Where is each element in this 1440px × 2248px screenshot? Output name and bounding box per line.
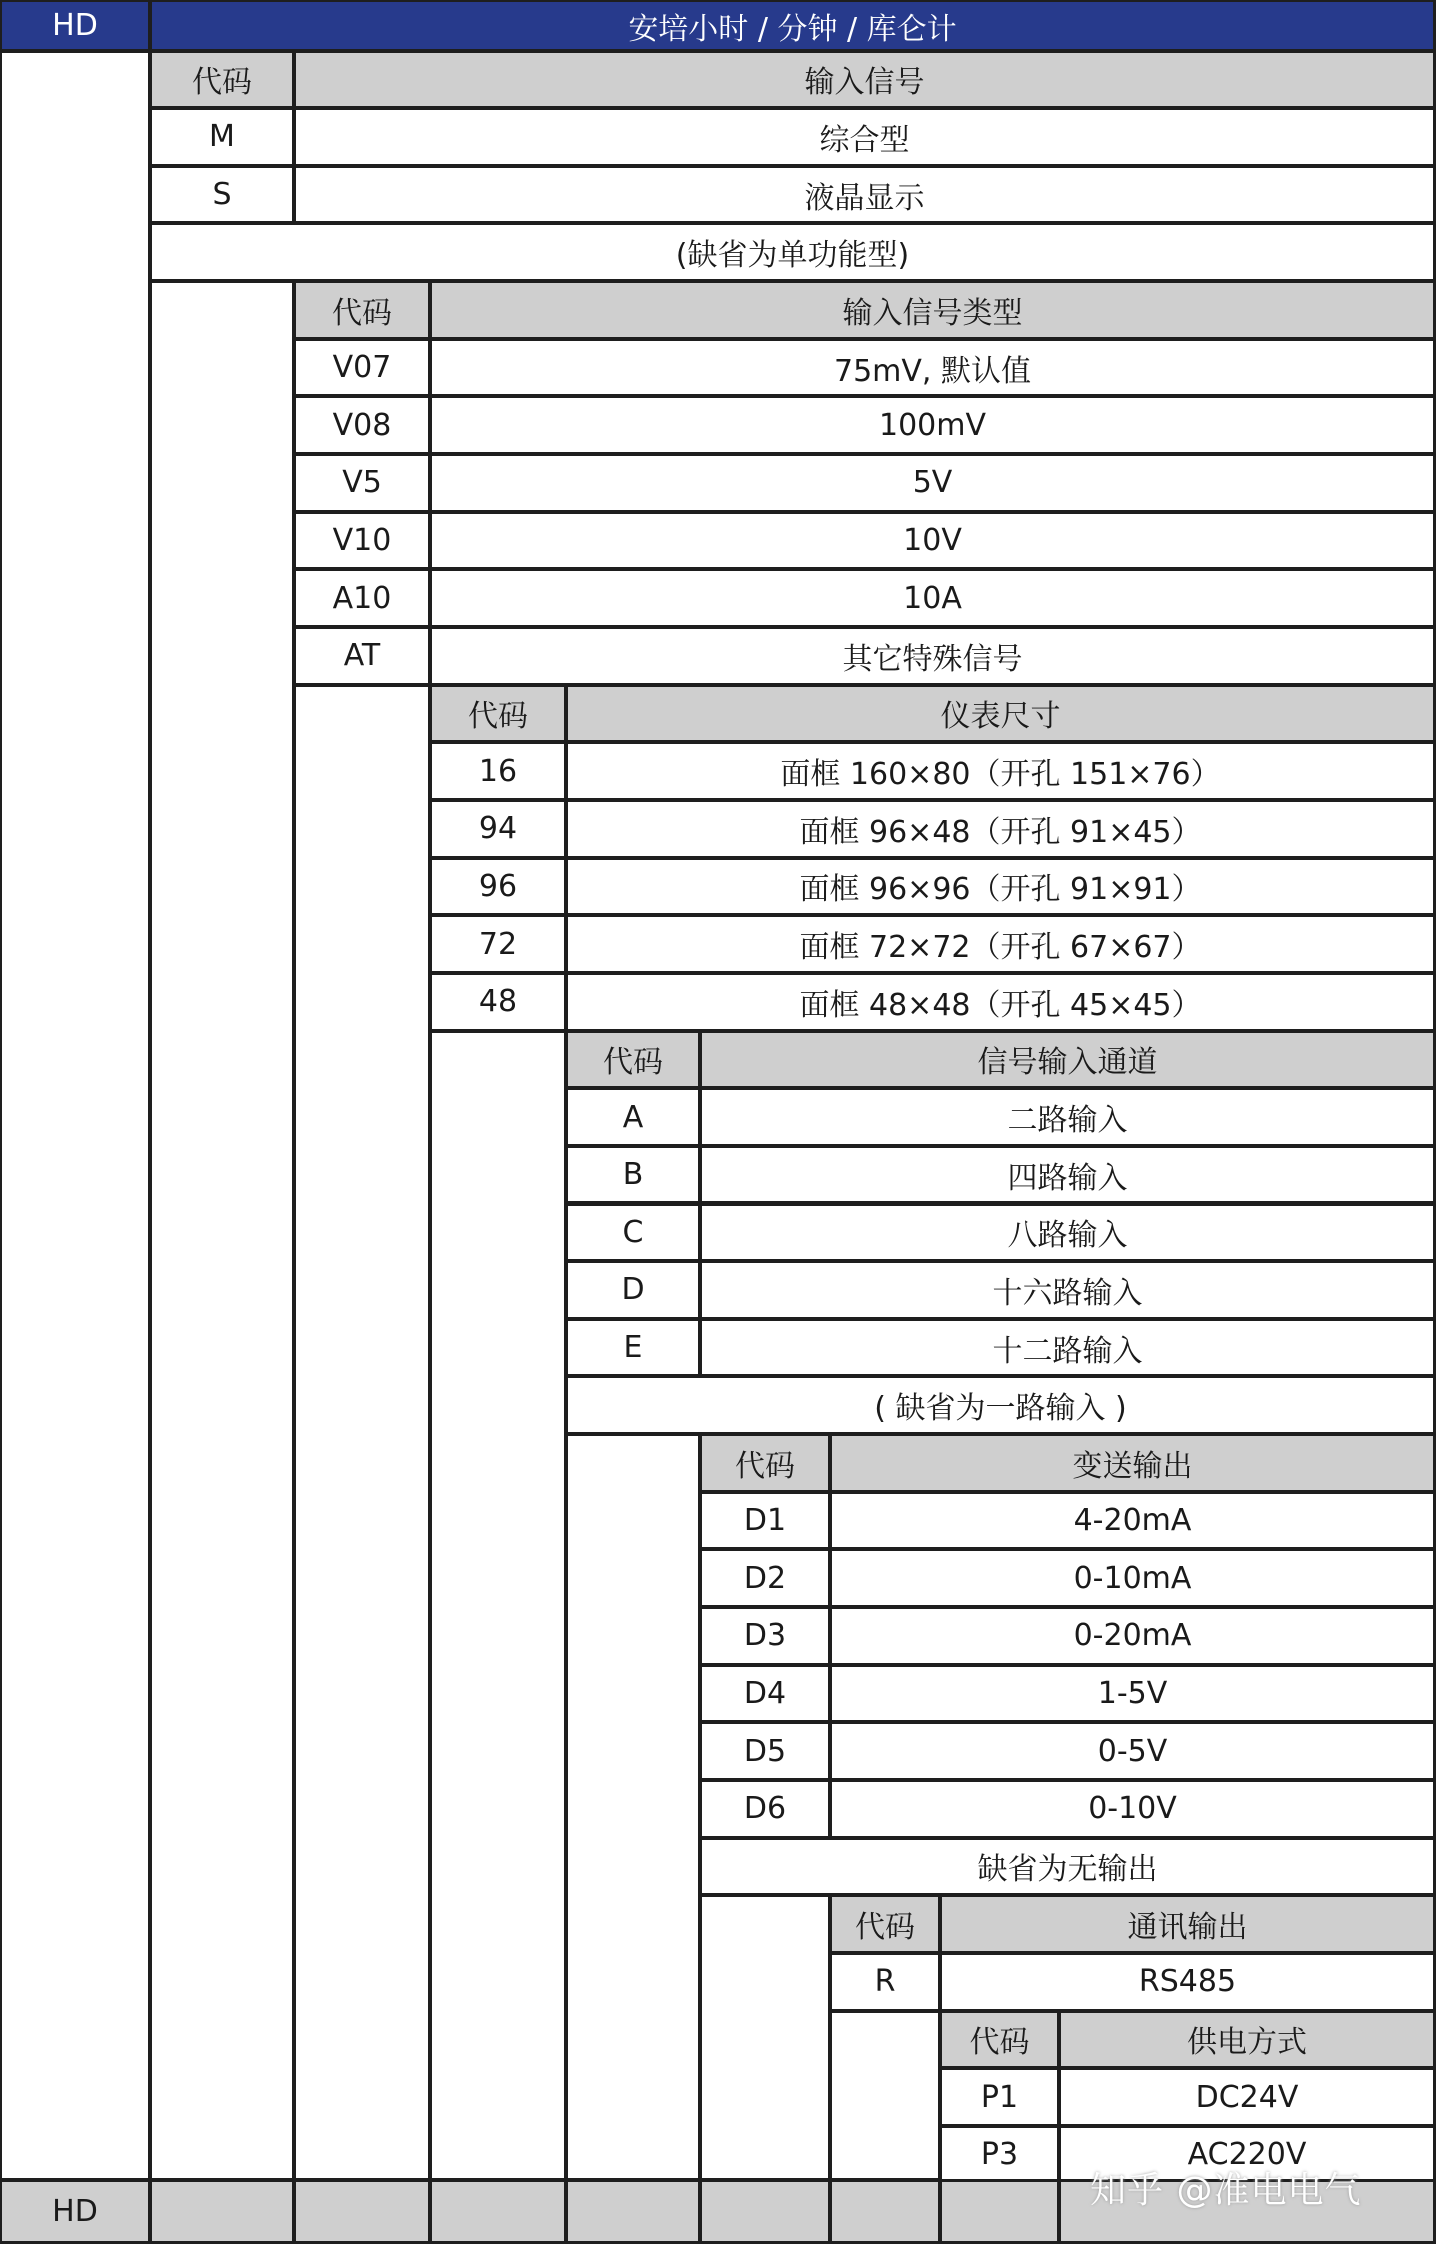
default-note: (缺省为单功能型) — [149, 222, 1436, 282]
option-code: D1 — [699, 1491, 831, 1551]
option-code: V07 — [293, 338, 431, 398]
footer-cell — [699, 2179, 831, 2244]
option-code: C — [565, 1203, 701, 1263]
option-code: D2 — [699, 1548, 831, 1608]
option-description: 0-10V — [829, 1779, 1436, 1839]
option-description: 四路输入 — [699, 1145, 1436, 1205]
option-code: V5 — [293, 453, 431, 513]
option-code: V10 — [293, 511, 431, 571]
option-code: D — [565, 1260, 701, 1320]
code-header: 代码 — [429, 684, 567, 744]
footer-cell — [565, 2179, 701, 2244]
code-header: 代码 — [699, 1433, 831, 1493]
option-code: A10 — [293, 568, 431, 628]
code-header: 代码 — [293, 280, 431, 340]
option-code: E — [565, 1318, 701, 1378]
footer-cell — [149, 2179, 295, 2244]
option-description: 面框 96×96（开孔 91×91） — [565, 857, 1436, 917]
option-description: 0-10mA — [829, 1548, 1436, 1608]
footer-cell — [293, 2179, 431, 2244]
footer-code: HD — [0, 2179, 151, 2244]
option-description: 10V — [429, 511, 1436, 571]
option-code: S — [149, 165, 295, 225]
option-description: 0-5V — [829, 1721, 1436, 1781]
option-description: 10A — [429, 568, 1436, 628]
option-description: 十六路输入 — [699, 1260, 1436, 1320]
column-spacer — [429, 1030, 567, 2181]
default-note: ( 缺省为一路输入 ) — [565, 1375, 1436, 1435]
column-spacer — [565, 1433, 701, 2181]
footer-cell — [429, 2179, 567, 2244]
option-description: 面框 96×48（开孔 91×45） — [565, 799, 1436, 859]
option-description: 1-5V — [829, 1664, 1436, 1724]
section-title: 输入信号类型 — [429, 280, 1436, 340]
option-description: 75mV, 默认值 — [429, 338, 1436, 398]
option-description: 5V — [429, 453, 1436, 513]
option-code: D5 — [699, 1721, 831, 1781]
code-header: 代码 — [565, 1030, 701, 1090]
option-code: 96 — [429, 857, 567, 917]
header-title: 安培小时 / 分钟 / 库仑计 — [149, 0, 1436, 52]
option-description: DC24V — [1058, 2067, 1436, 2127]
code-header: 代码 — [149, 50, 295, 110]
footer-cell — [939, 2179, 1060, 2244]
option-code: AT — [293, 626, 431, 686]
option-description: 综合型 — [293, 107, 1436, 167]
column-spacer — [829, 2010, 941, 2181]
option-description: AC220V — [1058, 2125, 1436, 2185]
option-code: A — [565, 1087, 701, 1147]
option-code: V08 — [293, 395, 431, 455]
header-code: HD — [0, 0, 151, 52]
option-code: P1 — [939, 2067, 1060, 2127]
option-description: 二路输入 — [699, 1087, 1436, 1147]
option-code: D6 — [699, 1779, 831, 1839]
column-spacer — [293, 684, 431, 2181]
option-description: 100mV — [429, 395, 1436, 455]
option-code: 72 — [429, 914, 567, 974]
code-header: 代码 — [939, 2010, 1060, 2070]
left-spacer — [0, 50, 151, 2182]
section-title: 输入信号 — [293, 50, 1436, 110]
option-description: 八路输入 — [699, 1203, 1436, 1263]
option-code: B — [565, 1145, 701, 1205]
option-description: 面框 72×72（开孔 67×67） — [565, 914, 1436, 974]
section-title: 通讯输出 — [939, 1894, 1436, 1954]
section-title: 变送输出 — [829, 1433, 1436, 1493]
column-spacer — [699, 1894, 831, 2181]
watermark: 知乎 @准电电气 — [1090, 2170, 1362, 2211]
column-spacer — [149, 280, 295, 2181]
option-code: D3 — [699, 1606, 831, 1666]
option-code: P3 — [939, 2125, 1060, 2185]
option-description: 0-20mA — [829, 1606, 1436, 1666]
option-code: D4 — [699, 1664, 831, 1724]
option-code: 16 — [429, 741, 567, 801]
option-description: 4-20mA — [829, 1491, 1436, 1551]
option-description: 面框 160×80（开孔 151×76） — [565, 741, 1436, 801]
option-code: 94 — [429, 799, 567, 859]
option-description: RS485 — [939, 1952, 1436, 2012]
option-description: 其它特殊信号 — [429, 626, 1436, 686]
option-code: M — [149, 107, 295, 167]
section-title: 仪表尺寸 — [565, 684, 1436, 744]
section-title: 供电方式 — [1058, 2010, 1436, 2070]
option-description: 液晶显示 — [293, 165, 1436, 225]
option-code: R — [829, 1952, 941, 2012]
default-note: 缺省为无输出 — [699, 1837, 1436, 1897]
option-description: 十二路输入 — [699, 1318, 1436, 1378]
option-description: 面框 48×48（开孔 45×45） — [565, 972, 1436, 1032]
section-title: 信号输入通道 — [699, 1030, 1436, 1090]
footer-cell — [829, 2179, 941, 2244]
code-header: 代码 — [829, 1894, 941, 1954]
option-code: 48 — [429, 972, 567, 1032]
